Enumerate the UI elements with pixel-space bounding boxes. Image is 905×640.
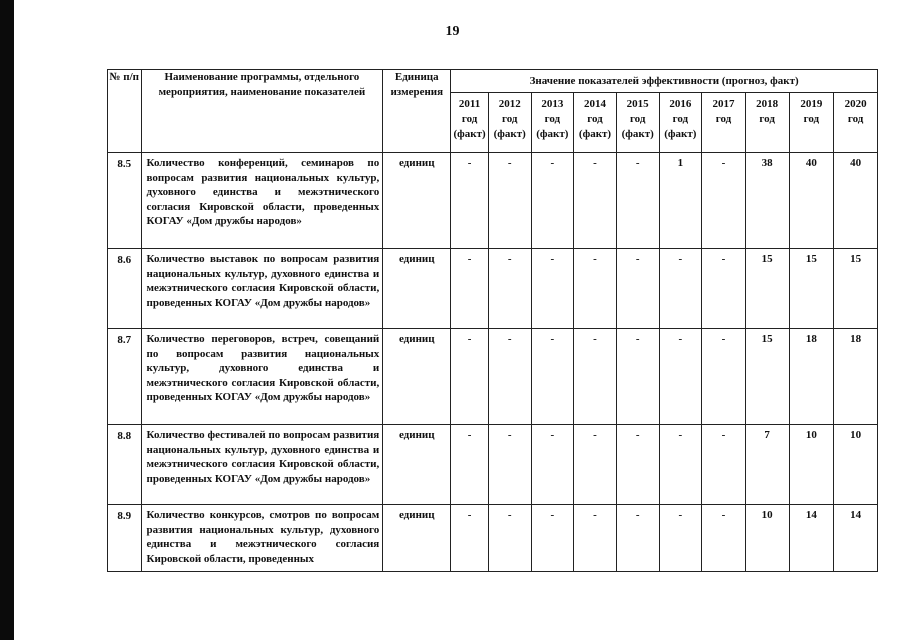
value-cell: - xyxy=(488,505,531,572)
header-unit: Единица измерения xyxy=(383,70,451,153)
value-cell: - xyxy=(451,153,489,249)
value-cell: - xyxy=(574,153,617,249)
value-cell: - xyxy=(702,153,746,249)
header-year-line: 2020 xyxy=(844,98,867,110)
header-year-2019 xyxy=(789,93,834,153)
row-number: 8.6 xyxy=(108,249,142,329)
value-cell: - xyxy=(451,249,489,329)
table-row xyxy=(108,329,878,425)
header-year-2014 xyxy=(574,93,617,153)
value-cell: 40 xyxy=(834,153,878,249)
header-year-2018 xyxy=(745,93,789,153)
page-number: 19 xyxy=(445,24,460,39)
value-cell: - xyxy=(659,425,702,505)
value-cell: - xyxy=(488,249,531,329)
unit-cell: единиц xyxy=(383,505,451,572)
value-cell: - xyxy=(702,329,746,425)
indicator-name: Количество конкурсов, смотров по вопросам развития национальных культур, духовного единства и межэтнического согласия Кировской области, проведенных xyxy=(141,505,383,572)
value-cell: 15 xyxy=(834,249,878,329)
header-year-line: 2017 xyxy=(712,98,735,110)
unit-cell: единиц xyxy=(383,249,451,329)
row-number: 8.5 xyxy=(108,153,142,249)
header-year-line: 2013 xyxy=(541,98,564,110)
value-cell: - xyxy=(531,329,574,425)
header-year-2020 xyxy=(834,93,878,153)
table-row xyxy=(108,425,878,505)
header-year-line: год xyxy=(803,113,820,125)
indicators-table xyxy=(107,69,878,572)
header-year-line: (факт) xyxy=(578,128,612,140)
value-cell: - xyxy=(531,425,574,505)
value-cell: - xyxy=(574,505,617,572)
value-cell: 7 xyxy=(745,425,789,505)
header-name: Наименование программы, отдельного мероприятия, наименование показателей xyxy=(141,70,383,153)
value-cell: 14 xyxy=(834,505,878,572)
value-cell: - xyxy=(451,425,489,505)
header-num: № п/п xyxy=(108,70,142,153)
indicator-name: Количество фестивалей по вопросам развития национальных культур, духовного единства и межэтнического согласия Кировской области, проведенных КОГАУ «Дом дружбы народов» xyxy=(141,425,383,505)
header-year-line: (факт) xyxy=(621,128,654,140)
header-year-line: год xyxy=(461,113,478,125)
header-year-line: год xyxy=(629,113,646,125)
unit-cell: единиц xyxy=(383,153,451,249)
row-number: 8.8 xyxy=(108,425,142,505)
header-year-line: (факт) xyxy=(536,128,569,140)
header-year-line: (факт) xyxy=(453,128,486,140)
header-year-line: год xyxy=(847,113,864,125)
value-cell: - xyxy=(574,329,617,425)
value-cell: 15 xyxy=(745,249,789,329)
value-cell: 18 xyxy=(834,329,878,425)
header-year-2017 xyxy=(702,93,746,153)
value-cell: - xyxy=(451,329,489,425)
value-cell: 1 xyxy=(659,153,702,249)
header-year-line: 2014 xyxy=(584,98,607,110)
indicator-name: Количество выставок по вопросам развития национальных культур, духовного единства и межэтнического согласия Кировской области, проведенных КОГАУ «Дом дружбы народов» xyxy=(141,249,383,329)
value-cell: 14 xyxy=(789,505,834,572)
value-cell: - xyxy=(616,329,659,425)
row-number: 8.9 xyxy=(108,505,142,572)
header-year-line: год xyxy=(587,113,603,125)
value-cell: - xyxy=(616,505,659,572)
value-cell: 10 xyxy=(834,425,878,505)
table-row xyxy=(108,153,878,249)
value-cell: - xyxy=(659,505,702,572)
header-year-line: 2018 xyxy=(756,98,779,110)
header-year-2012 xyxy=(488,93,531,153)
header-year-2016 xyxy=(659,93,702,153)
header-year-line: 2011 xyxy=(458,98,481,110)
header-year-line: 2012 xyxy=(498,98,521,110)
value-cell: - xyxy=(574,425,617,505)
scan-edge-bar xyxy=(0,0,14,640)
header-year-2015 xyxy=(616,93,659,153)
value-cell: - xyxy=(488,329,531,425)
value-cell: 10 xyxy=(745,505,789,572)
header-year-line: 2015 xyxy=(626,98,649,110)
header-values: Значение показателей эффективности (прогноз, факт) xyxy=(451,70,878,93)
value-cell: 15 xyxy=(789,249,834,329)
value-cell: - xyxy=(702,249,746,329)
value-cell: - xyxy=(531,153,574,249)
value-cell: 40 xyxy=(789,153,834,249)
table-row xyxy=(108,249,878,329)
value-cell: - xyxy=(616,425,659,505)
value-cell: 38 xyxy=(745,153,789,249)
value-cell: - xyxy=(659,249,702,329)
header-year-line: год xyxy=(759,113,775,125)
table-row xyxy=(108,505,878,572)
header-year-2011 xyxy=(451,93,489,153)
header-year-line: год xyxy=(544,113,561,125)
header-year-line: (факт) xyxy=(493,128,526,140)
indicator-name: Количество переговоров, встреч, совещаний по вопросам развития национальных культур, духовного единства и межэтнического согласия Кировской области, проведенных КОГАУ «Дом дружбы народов» xyxy=(141,329,383,425)
value-cell: - xyxy=(616,249,659,329)
value-cell: 15 xyxy=(745,329,789,425)
row-number: 8.7 xyxy=(108,329,142,425)
header-year-line: 2016 xyxy=(669,98,692,110)
header-year-line: год xyxy=(715,113,732,125)
value-cell: - xyxy=(659,329,702,425)
value-cell: 18 xyxy=(789,329,834,425)
value-cell: - xyxy=(488,153,531,249)
unit-cell: единиц xyxy=(383,329,451,425)
header-year-line: (факт) xyxy=(664,128,697,140)
value-cell: 10 xyxy=(789,425,834,505)
value-cell: - xyxy=(488,425,531,505)
header-year-2013 xyxy=(531,93,574,153)
value-cell: - xyxy=(616,153,659,249)
value-cell: - xyxy=(574,249,617,329)
header-year-line: год xyxy=(501,113,518,125)
value-cell: - xyxy=(702,505,746,572)
header-year-line: 2019 xyxy=(800,98,823,110)
value-cell: - xyxy=(531,249,574,329)
indicator-name: Количество конференций, семинаров по вопросам развития национальных культур, духовного единства и межэтнического согласия Кировской области, проведенных КОГАУ «Дом дружбы народов» xyxy=(141,153,383,249)
header-year-line: год xyxy=(672,113,689,125)
value-cell: - xyxy=(451,505,489,572)
value-cell: - xyxy=(702,425,746,505)
unit-cell: единиц xyxy=(383,425,451,505)
value-cell: - xyxy=(531,505,574,572)
